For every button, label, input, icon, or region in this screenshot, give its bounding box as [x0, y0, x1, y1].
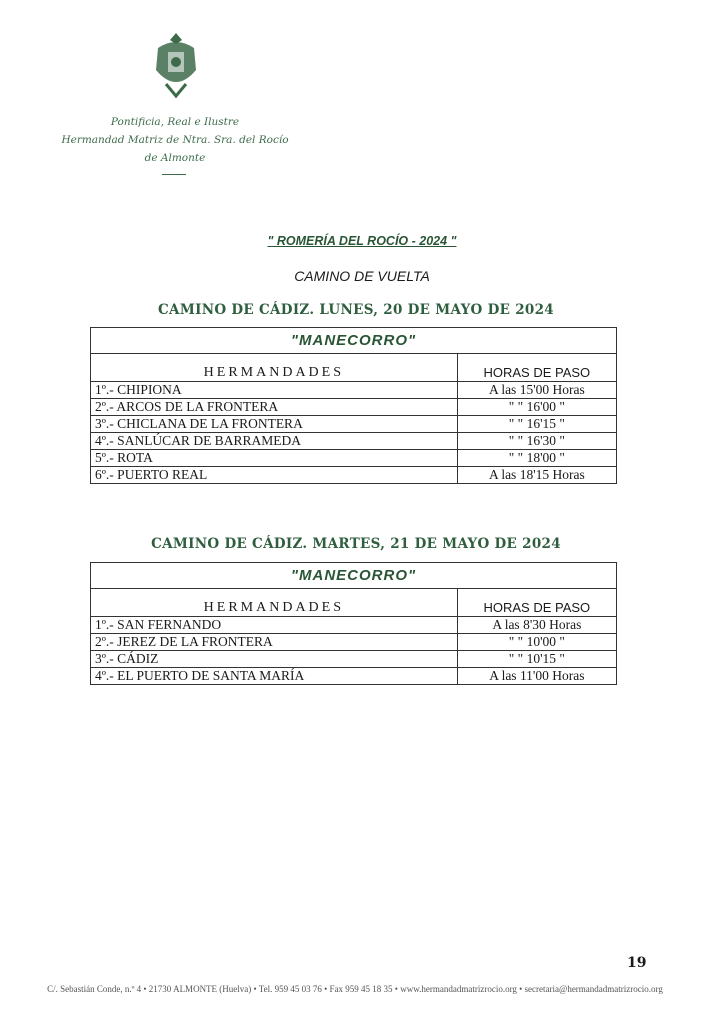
table-row — [91, 416, 617, 433]
schedule-table-2 — [90, 562, 617, 685]
row-name: 6º.- PUERTO REAL — [91, 467, 458, 484]
column-header-hermandades: HERMANDADES — [91, 354, 458, 382]
table-row — [91, 617, 617, 634]
table-row — [91, 433, 617, 450]
page-subtitle: CAMINO DE VUELTA — [294, 268, 430, 284]
row-time: " " 16'15 " — [457, 416, 616, 433]
section-heading-1: CAMINO DE CÁDIZ. LUNES, 20 DE MAYO DE 2024 — [158, 302, 554, 318]
row-name: 3º.- CHICLANA DE LA FRONTERA — [91, 416, 458, 433]
row-time: " " 10'00 " — [457, 634, 616, 651]
crest-logo — [146, 30, 206, 100]
table-row — [91, 668, 617, 685]
row-time: " " 18'00 " — [457, 450, 616, 467]
schedule-table-1 — [90, 327, 617, 484]
section-heading-2: CAMINO DE CÁDIZ. MARTES, 21 DE MAYO DE 2024 — [151, 536, 561, 552]
table-row — [91, 450, 617, 467]
table-header — [91, 589, 617, 617]
row-name: 3º.- CÁDIZ — [91, 651, 458, 668]
ship-name: "MANECORRO" — [91, 328, 617, 354]
row-time: " " 16'30 " — [457, 433, 616, 450]
row-name: 2º.- JEREZ DE LA FRONTERA — [91, 634, 458, 651]
table-row — [91, 651, 617, 668]
row-name: 4º.- EL PUERTO DE SANTA MARÍA — [91, 668, 458, 685]
page-title: " ROMERÍA DEL ROCÍO - 2024 " — [267, 234, 457, 248]
brand-text — [30, 113, 320, 167]
brand-divider — [162, 174, 186, 175]
brand-line-1: Pontificia, Real e Ilustre — [110, 116, 240, 128]
footer-contact: C/. Sebastián Conde, n.º 4 • 21730 ALMONTE (Huelva) • Tel. 959 45 03 76 • Fax 959 45 18 35 • www.hermandadmatrizrocio.org • secretaria@hermandadmatrizrocio.org — [47, 984, 663, 994]
row-time: A las 15'00 Horas — [457, 382, 616, 399]
table-row — [91, 634, 617, 651]
row-time: A las 18'15 Horas — [457, 467, 616, 484]
row-time: " " 16'00 " — [457, 399, 616, 416]
table-row — [91, 382, 617, 399]
row-name: 1º.- CHIPIONA — [91, 382, 458, 399]
column-header-hermandades: HERMANDADES — [91, 589, 458, 617]
row-name: 4º.- SANLÚCAR DE BARRAMEDA — [91, 433, 458, 450]
row-time: A las 8'30 Horas — [457, 617, 616, 634]
row-name: 1º.- SAN FERNANDO — [91, 617, 458, 634]
table-row — [91, 399, 617, 416]
page-number: 19 — [627, 955, 647, 971]
table-row — [91, 467, 617, 484]
column-header-horas: HORAS DE PASO — [457, 354, 616, 382]
brand-line-2: Hermandad Matriz de Ntra. Sra. del Rocío — [61, 134, 289, 146]
ship-name: "MANECORRO" — [91, 563, 617, 589]
row-name: 5º.- ROTA — [91, 450, 458, 467]
row-time: " " 10'15 " — [457, 651, 616, 668]
column-header-horas: HORAS DE PASO — [457, 589, 616, 617]
table-header — [91, 354, 617, 382]
brand-line-3: de Almonte — [144, 152, 206, 164]
row-time: A las 11'00 Horas — [457, 668, 616, 685]
row-name: 2º.- ARCOS DE LA FRONTERA — [91, 399, 458, 416]
